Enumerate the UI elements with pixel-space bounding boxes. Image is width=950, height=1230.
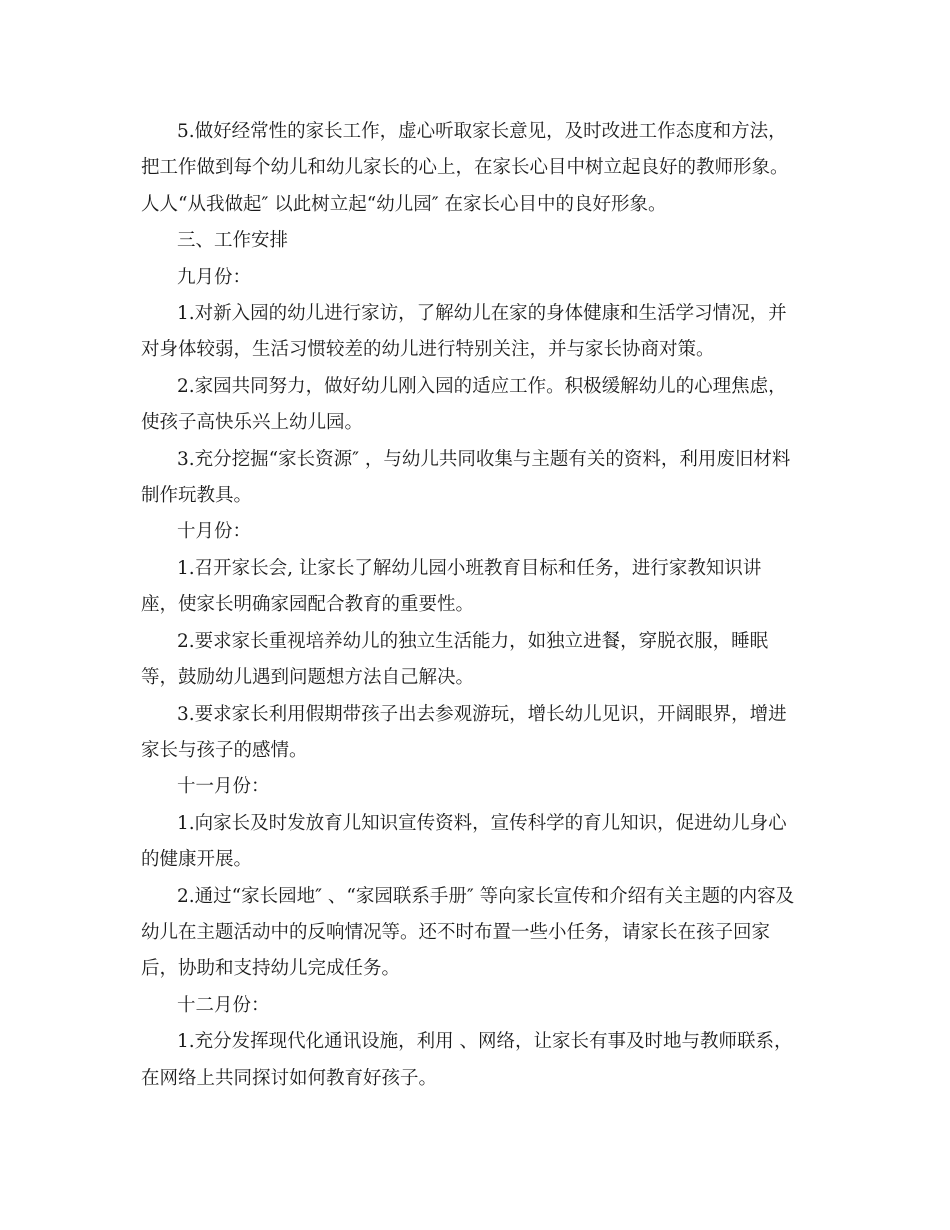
- text-line: 2.要求家长重视培养幼儿的独立生活能力，如独立进餐，穿脱衣服，睡眠: [177, 630, 769, 652]
- text-line: 把工作做到每个幼儿和幼儿家长的心上，在家长心目中树立起良好的教师形象。: [141, 157, 789, 179]
- section-heading: 三、工作安排: [177, 230, 289, 252]
- month-heading: 十一月份：: [177, 776, 270, 798]
- month-heading: 九月份：: [177, 266, 252, 288]
- text-line: 3.充分挖掘“家长资源″ ，与幼儿共同收集与主题有关的资料，利用废旧材料: [177, 448, 791, 470]
- text-line: 2.通过“家长园地″ 、“家园联系手册″ 等向家长宣传和介绍有关主题的内容及: [177, 885, 795, 907]
- text-line: 2.家园共同努力，做好幼儿刚入园的适应工作。积极缓解幼儿的心理焦虑，: [177, 375, 787, 397]
- text-line: 人人“从我做起″ 以此树立起“幼儿园″ 在家长心目中的良好形象。: [141, 193, 667, 215]
- text-line: 1.对新入园的幼儿进行家访，了解幼儿在家的身体健康和生活学习情况，并: [177, 303, 787, 325]
- text-line: 家长与孩子的感情。: [141, 739, 308, 761]
- month-heading: 十月份：: [177, 521, 252, 543]
- text-line: 制作玩教具。: [141, 485, 253, 507]
- text-line: 5.做好经常性的家长工作，虚心听取家长意见，及时改进工作态度和方法，: [177, 121, 787, 142]
- text-line: 1.召开家长会, 让家长了解幼儿园小班教育目标和任务，进行家教知识讲: [177, 557, 762, 579]
- text-line: 座，使家长明确家园配合教育的重要性。: [141, 594, 475, 616]
- text-line: 在网络上共同探讨如何教育好孩子。: [141, 1067, 438, 1089]
- text-line: 的健康开展。: [141, 849, 253, 871]
- text-line: 后，协助和支持幼儿完成任务。: [141, 958, 401, 980]
- text-line: 对身体较弱，生活习惯较差的幼儿进行特别关注，并与家长协商对策。: [141, 339, 715, 361]
- text-line: 幼儿在主题活动中的反响情况等。还不时布置一些小任务，请家长在孩子回家: [141, 921, 771, 943]
- month-heading: 十二月份：: [177, 994, 270, 1016]
- text-line: 1.充分发挥现代化通讯设施，利用 、网络，让家长有事及时地与教师联系，: [177, 1031, 793, 1053]
- text-line: 使孩子高快乐兴上幼儿园。: [141, 412, 364, 434]
- text-line: 3.要求家长利用假期带孩子出去参观游玩，增长幼儿见识，开阔眼界，增进: [177, 703, 787, 725]
- text-line: 1.向家长及时发放育儿知识宣传资料，宣传科学的育儿知识，促进幼儿身心: [177, 812, 787, 834]
- document-body: [141, 114, 821, 1097]
- text-line: 等，鼓励幼儿遇到问题想方法自己解决。: [141, 667, 475, 689]
